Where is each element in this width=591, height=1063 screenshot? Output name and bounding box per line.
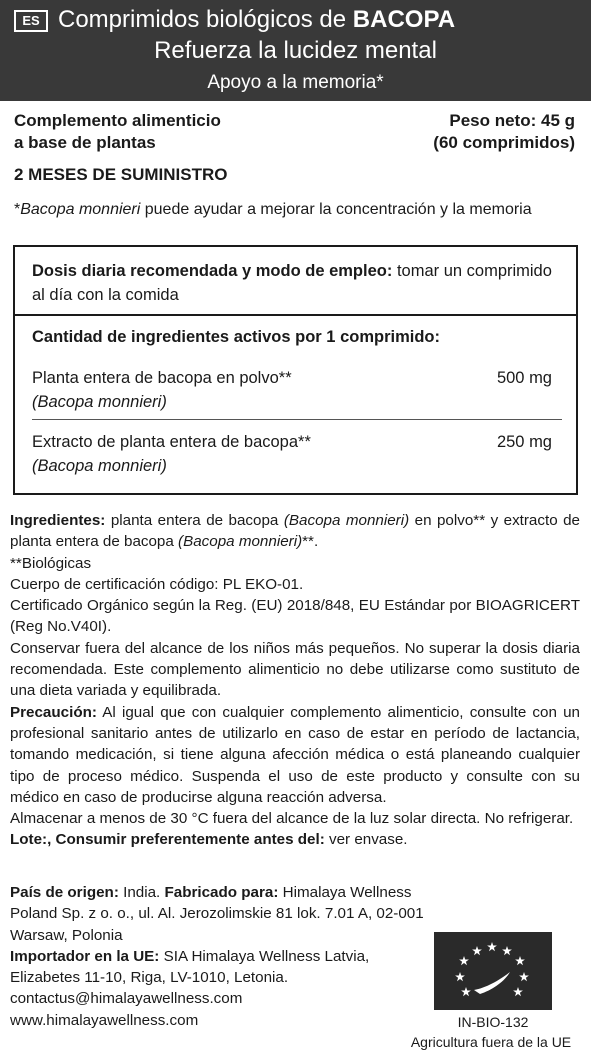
divider <box>15 314 576 316</box>
product-subclaim: Apoyo a la memoria* <box>207 72 384 93</box>
safety-warning: Conservar fuera del alcance de los niños más pequeños. No superar la dosis diaria recomendada. Este complemento alimenticio no debe utilizarse como sustituto de una dieta variada y equilibrada. <box>10 639 580 700</box>
contact-email: contactus@himalayawellness.com <box>10 990 243 1008</box>
eu-organic-logo <box>434 932 552 1010</box>
language-badge: ES <box>14 10 48 32</box>
eu-leaf-icon <box>434 932 552 1010</box>
organic-code: IN-BIO-132 <box>457 1014 529 1030</box>
divider <box>32 419 562 420</box>
ingredient-row: Planta entera de bacopa en polvo** (Bacopa monnieri) 500 mg <box>32 369 552 411</box>
certification-body: Cuerpo de certificación código: PL EKO-01. <box>10 575 304 593</box>
supply-duration: 2 MESES DE SUMINISTRO <box>14 165 228 184</box>
ingredient-row: Extracto de planta entera de bacopa** (Bacopa monnieri) 250 mg <box>32 433 552 475</box>
active-ingredients-heading: Cantidad de ingredientes activos por 1 comprimido: <box>32 328 440 346</box>
organic-note: **Biológicas <box>10 554 92 572</box>
ingredients-list: Ingredientes: planta entera de bacopa (Bacopa monnieri) en polvo** y extracto de planta entera de bacopa (Bacopa monnieri)**. <box>10 512 580 551</box>
body-text <box>10 510 580 851</box>
dosage-instructions: Dosis diaria recomendada y modo de empleo: tomar un comprimido al día con la comida <box>32 262 552 304</box>
website: www.himalayawellness.com <box>10 1011 199 1029</box>
claim-note: *Bacopa monnieri puede ayudar a mejorar la concentración y la memoria <box>14 201 532 218</box>
product-claim: Refuerza la lucidez mental <box>154 37 437 64</box>
storage: Almacenar a menos de 30 °C fuera del alcance de la luz solar directa. No refrigerar. <box>10 810 574 828</box>
dosage-box <box>13 245 578 495</box>
supplement-type: Complemento alimenticio a base de plantas <box>14 111 221 152</box>
manufacturer-info <box>10 882 430 1031</box>
net-weight: Peso neto: 45 g (60 comprimidos) <box>433 111 575 152</box>
importer: Importador en la UE: SIA Himalaya Wellness Latvia, Elizabetes 11-10, Riga, LV-1010, Letonia. <box>10 947 370 987</box>
organic-certificate: Certificado Orgánico según la Reg. (EU) 2018/848, EU Estándar por BIOAGRICERT (Reg No.V40I). <box>10 597 580 636</box>
product-title: Comprimidos biológicos de BACOPA <box>58 6 456 33</box>
header-banner <box>0 0 591 101</box>
lot-expiry: Lote:, Consumir preferentemente antes del: ver envase. <box>10 831 408 849</box>
caution: Precaución: Al igual que con cualquier complemento alimenticio, consulte con un profesional sanitario antes de utilizarlo en caso de estar en período de lactancia, tomando medicación, si tiene alguna afección médica o está planeando cualquier tipo de proceso médico. Suspenda el uso de este producto y consulte con su médico en caso de producirse alguna reacción adversa. <box>10 703 580 806</box>
agriculture-origin: Agricultura fuera de la UE <box>410 1034 572 1050</box>
origin-manufacturer: País de origen: India. Fabricado para: Himalaya Wellness Poland Sp. z o. o., ul. Al. Jerozolimskie 81 lok. 7.01 A, 02-001 Warsaw, Polonia <box>10 884 424 944</box>
